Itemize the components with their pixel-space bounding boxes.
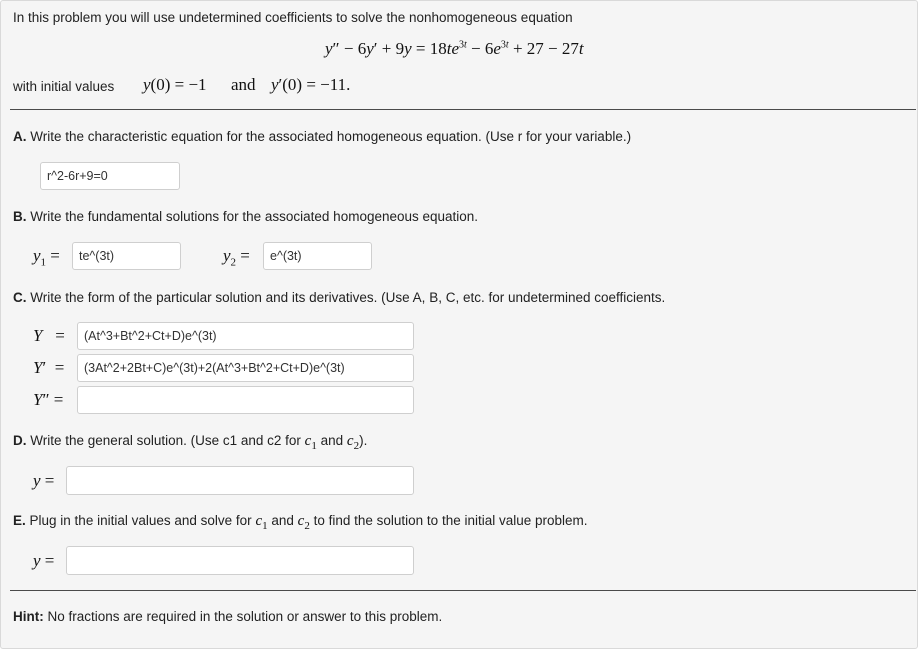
Y-label: Y = [33, 326, 65, 345]
y2-input[interactable]: e^(3t) [263, 242, 372, 270]
initial-condition-1: y(0) = −1 [143, 75, 207, 94]
c1-symbol: $c_1$ [304, 433, 317, 452]
Y-double-prime-input[interactable] [77, 386, 414, 414]
and-word: and [231, 75, 256, 94]
part-c-text: Write the form of the particular solution and its derivatives. (Use A, B, C, etc. for undetermined coefficients. [30, 290, 666, 305]
part-e-text: Plug in the initial values and solve for [29, 513, 252, 528]
part-b-letter: B. [13, 209, 27, 224]
differential-equation: $y'' - 6y' + 9y = 18te^{3t} - 6e^{3t} + 27 - 27t$ [325, 39, 584, 58]
Y-prime-input[interactable]: (3At^2+2Bt+C)e^(3t)+2(At^3+Bt^2+Ct+D)e^(3t) [77, 354, 414, 382]
part-d-letter: D. [13, 433, 27, 448]
part-d-end: ). [359, 433, 368, 448]
divider-bottom [10, 590, 916, 591]
part-a-letter: A. [13, 129, 27, 144]
general-solution-input[interactable] [66, 466, 414, 495]
hint-label: Hint: [13, 609, 44, 624]
ivp-solution-input[interactable] [66, 546, 414, 575]
c2-symbol: $c_2$ [346, 433, 360, 452]
part-d-and: and [320, 433, 344, 448]
with-initial-values-label: with initial values [13, 79, 115, 94]
y1-label: $y_1$ = [33, 246, 60, 269]
part-e-and: and [271, 513, 294, 528]
c2-symbol-e: $c_2$ [297, 513, 310, 532]
Ypp-label: Y″ = [33, 390, 64, 409]
intro-text: In this problem you will use undetermined coefficients to solve the nonhomogeneous equation [13, 10, 573, 25]
part-e-end: to find the solution to the initial value problem. [313, 513, 588, 528]
part-d-prompt [13, 433, 367, 450]
divider-top [10, 109, 916, 110]
part-e-letter: E. [13, 513, 26, 528]
y1-input[interactable]: te^(3t) [72, 242, 181, 270]
part-a-text: Write the characteristic equation for the associated homogeneous equation. (Use r for your variable.) [30, 129, 632, 144]
part-b-text: Write the fundamental solutions for the associated homogeneous equation. [30, 209, 479, 224]
hint-text: No fractions are required in the solution or answer to this problem. [47, 609, 443, 624]
part-a-prompt [13, 129, 631, 144]
c1-symbol-e: $c_1$ [255, 513, 268, 532]
part-b-prompt [13, 209, 478, 224]
ivp-solution-label: y = [33, 551, 55, 570]
characteristic-equation-input[interactable]: r^2-6r+9=0 [40, 162, 180, 190]
Y-input[interactable]: (At^3+Bt^2+Ct+D)e^(3t) [77, 322, 414, 350]
part-c-letter: C. [13, 290, 27, 305]
Yp-label: Y′ = [33, 358, 65, 377]
initial-condition-2: y′(0) = −11. [271, 75, 351, 94]
part-e-prompt [13, 513, 588, 530]
hint [13, 609, 442, 624]
part-c-prompt [13, 290, 665, 305]
general-solution-label: y = [33, 471, 55, 490]
y2-label: $y_2$ = [223, 246, 250, 269]
part-d-text: Write the general solution. (Use c1 and c2 for [30, 433, 301, 448]
